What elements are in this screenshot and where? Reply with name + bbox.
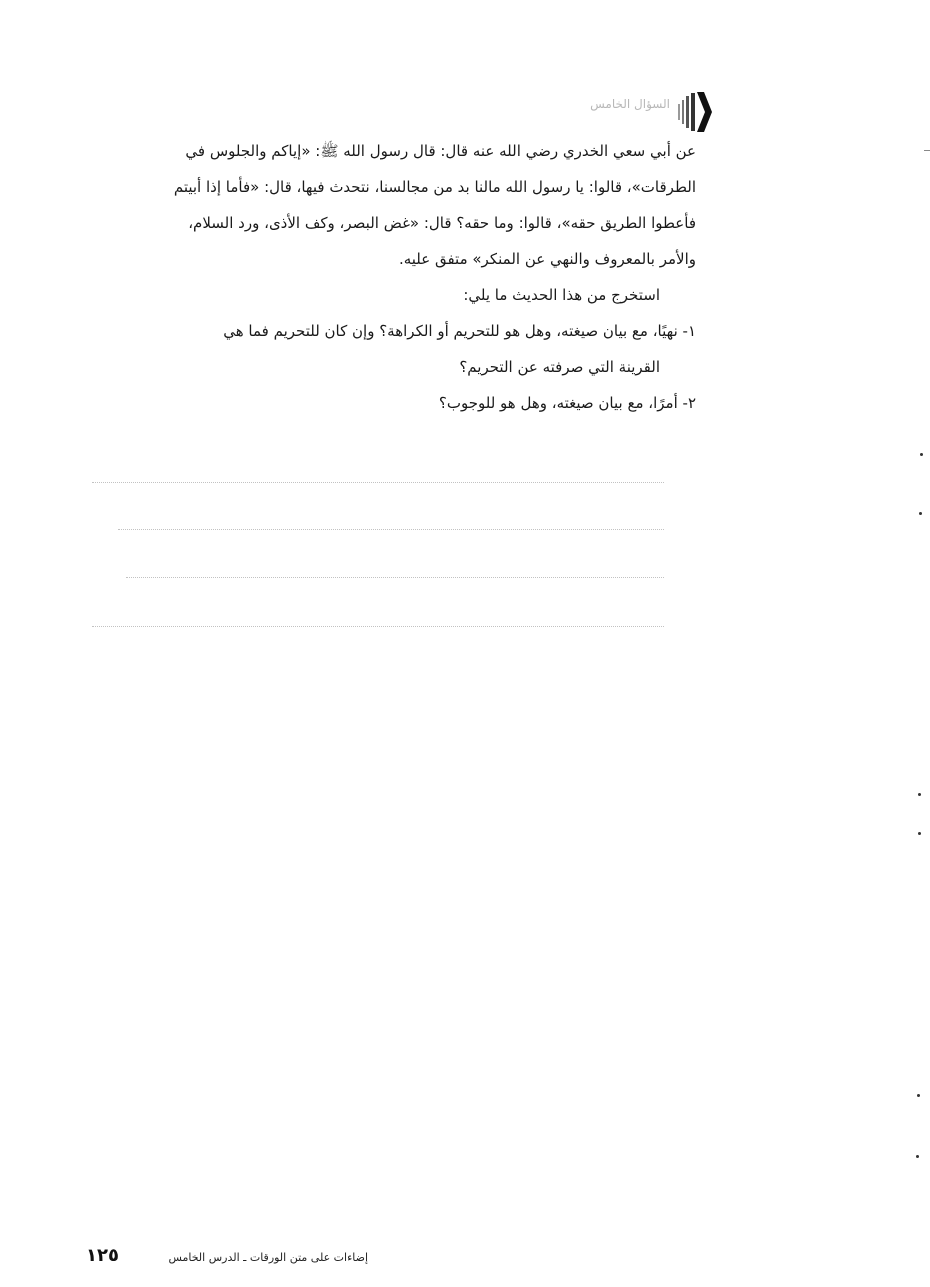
exercise-item-text: ٢- أمرًا، مع بيان صيغته، وهل هو للوجوب؟ — [438, 394, 696, 412]
exercise-section — [70, 277, 696, 421]
scan-mark — [920, 453, 923, 456]
exercise-item — [70, 313, 696, 385]
hadith-line: عن أبي سعي الخدري رضي الله عنه قال: قال رسول الله ﷺ: «إياكم والجلوس في — [185, 142, 696, 160]
scan-mark — [918, 793, 921, 796]
hadith-line: فأعطوا الطريق حقه»، قالوا: وما حقه؟ قال: «غض البصر، وكف الأذى، ورد السلام، — [188, 214, 696, 232]
scan-mark — [916, 1155, 919, 1158]
answer-line — [126, 577, 664, 578]
scan-mark — [917, 1094, 920, 1097]
hadith-text — [70, 133, 696, 277]
answer-line — [92, 482, 664, 483]
section-title: السؤال الخامس — [590, 97, 670, 111]
scan-line — [924, 150, 930, 151]
book-title: إضاءات على متن الورقات ـ الدرس الخامس — [168, 1251, 368, 1264]
answer-line — [118, 529, 664, 530]
exercise-item-continuation: القرينة التي صرفته عن التحريم؟ — [459, 358, 660, 376]
page-number: ١٢٥ — [86, 1245, 119, 1266]
exercise-instruction: استخرج من هذا الحديث ما يلي: — [463, 286, 660, 304]
hadith-line: والأمر بالمعروف والنهي عن المنكر» متفق عليه. — [398, 250, 696, 268]
answer-line — [92, 626, 664, 627]
exercise-item — [70, 385, 696, 421]
scan-mark — [918, 832, 921, 835]
hadith-line: الطرقات»، قالوا: يا رسول الله مالنا بد من مجالسنا، نتحدث فيها، قال: «فأما إذا أبيتم — [173, 178, 696, 196]
exercise-item-text: ١- نهيًا، مع بيان صيغته، وهل هو للتحريم أو الكراهة؟ وإن كان للتحريم فما هي — [223, 322, 696, 340]
scan-mark — [919, 512, 922, 515]
section-marker-icon — [678, 90, 714, 134]
